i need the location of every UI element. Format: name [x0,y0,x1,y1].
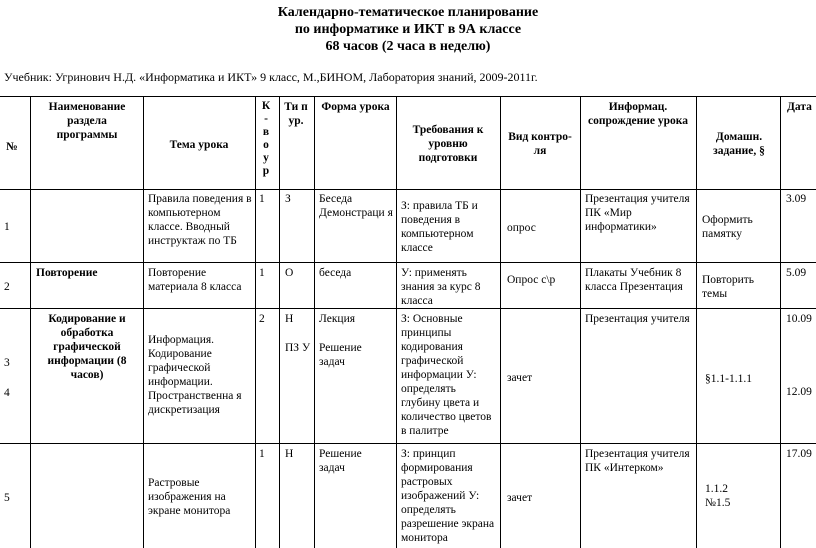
row3-hours: 2 [259,313,265,325]
header-requirements: Требования к уровню подготовки [412,124,484,164]
grid-line [580,96,581,548]
row2-control: Опрос с\р [507,274,556,286]
row1-topic: Правила поведения в компьютерном классе. Вводный инструктаж по ТБ [148,193,252,247]
header-topic: Тема урока [169,139,229,151]
page-title-line3: 68 часов (2 часа в неделю) [325,39,491,54]
header-control: Вид контро-ля [508,131,572,157]
header-date: Дата [787,101,812,113]
row1-date: 3.09 [786,193,807,205]
grid-line [500,96,501,548]
row2-num: 2 [4,281,10,293]
header-form: Форма урока [321,101,390,113]
grid-line [396,96,397,548]
row2-section: Повторение [36,267,98,279]
row5-hours: 1 [259,448,265,460]
row4-type: ПЗ У [285,342,311,354]
header-num: № [6,141,18,153]
row1-num: 1 [4,221,10,233]
row5-info: Презентация учителя ПК «Интерком» [585,448,690,474]
row4-date: 12.09 [786,386,812,398]
row3-requirements: З: Основные принципы кодирования графической информации У: определять глубину цвета и количество цветов в палитре [401,313,492,437]
page-title-line2: по информатике и ИКТ в 9А классе [294,22,522,37]
grid-line [780,96,781,548]
row3-info: Презентация учителя [585,313,690,325]
row2-date: 5.09 [786,267,807,279]
grid-line [0,262,816,263]
grid-line [0,189,816,190]
row3-date: 10.09 [786,313,812,325]
row1-type: З [285,193,291,205]
textbook-line: Учебник: Угринович Н.Д. «Информатика и ИКТ» 9 класс, М.,БИНОМ, Лаборатория знаний, 2009-2011г. [4,70,538,84]
grid-line [0,96,816,97]
row4-form: Решение задач [319,342,362,368]
row3-topic: Информация. Кодирование графической информации. Пространственна я дискретизация [148,334,242,416]
header-type: Ти п ур. [284,101,308,127]
grid-line [143,96,144,548]
grid-line [0,443,816,444]
row5-topic: Растровые изображения на экране монитора [148,477,231,517]
header-info: Информац. сопрождение урока [588,101,688,127]
row5-form: Решение задач [319,448,362,474]
row1-info: Презентация учителя ПК «Мир информатики» [585,193,690,233]
header-hours: К - в о у р [261,100,271,177]
page-title-line1: Календарно-тематическое планирование [277,5,539,20]
row5-requirements: З: принцип формирования растровых изображений У: определять разрешение экрана монитора [401,448,495,544]
row1-control: опрос [507,222,536,234]
row2-topic: Повторение материала 8 класса [148,267,242,293]
row1-requirements: З: правила ТБ и поведения в компьютерном классе [401,200,478,254]
row4-num: 4 [4,387,10,399]
grid-line [314,96,315,548]
row1-form: Беседа Демонстраци я [319,193,393,219]
grid-line [0,308,816,309]
row3-num: 3 [4,357,10,369]
row5-type: Н [285,448,294,460]
row5-control: зачет [507,492,533,504]
row2-form: беседа [319,267,352,279]
grid-line [30,96,31,548]
row2-info: Плакаты Учебник 8 класса Презентация [585,267,683,293]
row2-homework: Повторить темы [702,274,754,300]
row1-hours: 1 [259,193,265,205]
row1-homework: Оформить памятку [702,214,753,240]
row3-control: зачет [507,372,533,384]
row3-section: Кодирование и обработка графической информации (8 часов) [47,313,127,381]
grid-line [696,96,697,548]
row2-type: О [285,267,294,279]
row3-form: Лекция [319,313,356,325]
row3-homework: §1.1-1.1.1 [705,373,752,385]
header-section: Наименование раздела программы [48,101,126,141]
row3-type: Н [285,313,294,325]
header-homework: Домашн. задание, § [713,131,765,157]
row2-requirements: У: применять знания за курс 8 класса [401,267,481,307]
row5-date: 17.09 [786,448,812,460]
row2-hours: 1 [259,267,265,279]
row5-num: 5 [4,492,10,504]
row5-homework: 1.1.2 №1.5 [705,483,731,509]
grid-line [279,96,280,548]
grid-line [255,96,256,548]
